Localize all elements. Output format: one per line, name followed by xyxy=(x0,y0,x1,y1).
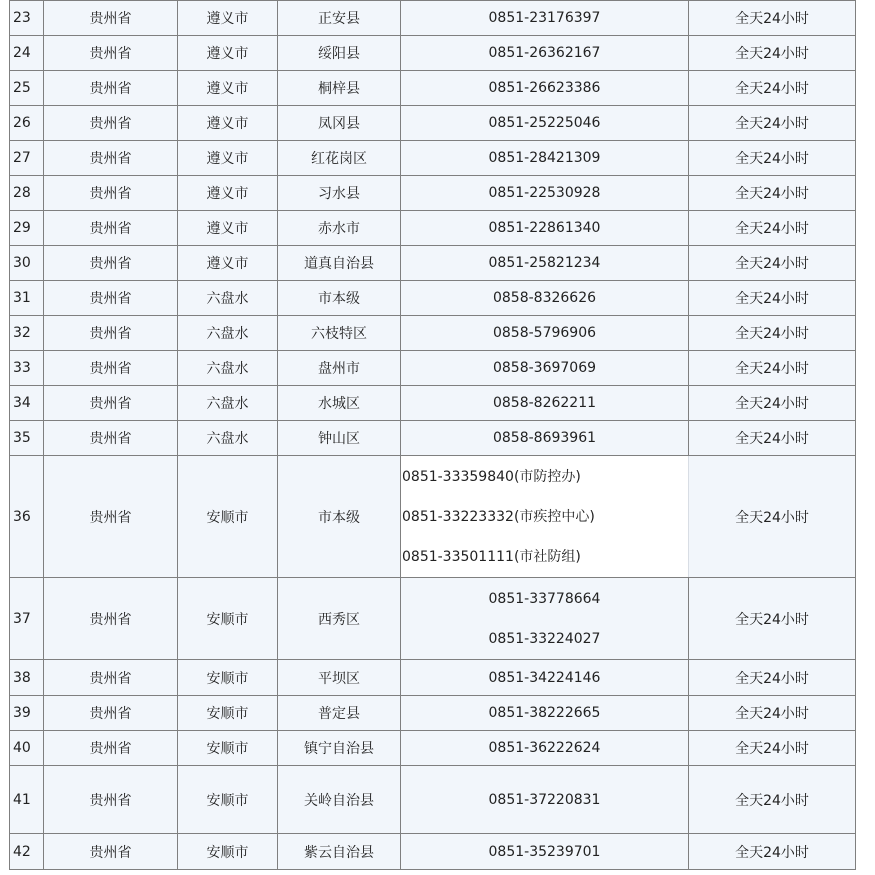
hours-cell: 全天24小时 xyxy=(689,141,856,176)
hours-cell: 全天24小时 xyxy=(689,71,856,106)
city-cell: 安顺市 xyxy=(178,834,278,870)
district-cell: 普定县 xyxy=(278,696,401,731)
row-number-cell: 23 xyxy=(10,1,44,36)
province-cell: 贵州省 xyxy=(44,141,178,176)
province-cell: 贵州省 xyxy=(44,386,178,421)
city-cell: 遵义市 xyxy=(178,176,278,211)
province-cell: 贵州省 xyxy=(44,211,178,246)
row-number-cell: 32 xyxy=(10,316,44,351)
phone-cell: 0851-36222624 xyxy=(401,731,689,766)
table-row xyxy=(10,660,856,696)
phone-cell: 0851-38222665 xyxy=(401,696,689,731)
district-cell: 市本级 xyxy=(278,456,401,578)
row-number-cell: 41 xyxy=(10,766,44,834)
phone-number: 0851-33223332(市疾控中心) xyxy=(402,508,595,525)
phone-cell: 0851-28421309 xyxy=(401,141,689,176)
city-cell: 安顺市 xyxy=(178,660,278,696)
district-cell: 西秀区 xyxy=(278,578,401,660)
row-number-cell: 24 xyxy=(10,36,44,71)
phone-cell: 0858-8262211 xyxy=(401,386,689,421)
table-row xyxy=(10,316,856,351)
hours-cell: 全天24小时 xyxy=(689,696,856,731)
phone-cell: 0851-22530928 xyxy=(401,176,689,211)
row-number-cell: 39 xyxy=(10,696,44,731)
province-cell: 贵州省 xyxy=(44,106,178,141)
province-cell: 贵州省 xyxy=(44,1,178,36)
district-cell: 绥阳县 xyxy=(278,36,401,71)
district-cell: 钟山区 xyxy=(278,421,401,456)
phone-number: 0851-33359840(市防控办) xyxy=(402,468,581,485)
table-row xyxy=(10,36,856,71)
row-number-cell: 38 xyxy=(10,660,44,696)
city-cell: 遵义市 xyxy=(178,36,278,71)
hours-cell: 全天24小时 xyxy=(689,211,856,246)
table-row xyxy=(10,766,856,834)
row-number-cell: 33 xyxy=(10,351,44,386)
province-cell: 贵州省 xyxy=(44,421,178,456)
row-number-cell: 34 xyxy=(10,386,44,421)
table-row xyxy=(10,141,856,176)
row-number-cell: 30 xyxy=(10,246,44,281)
district-cell: 六枝特区 xyxy=(278,316,401,351)
hours-cell: 全天24小时 xyxy=(689,660,856,696)
phone-cell: 0851-22861340 xyxy=(401,211,689,246)
phone-cell xyxy=(401,578,689,660)
table-row xyxy=(10,281,856,316)
province-cell: 贵州省 xyxy=(44,834,178,870)
table-row xyxy=(10,351,856,386)
row-number-cell: 35 xyxy=(10,421,44,456)
phone-cell: 0858-8693961 xyxy=(401,421,689,456)
row-number-cell: 27 xyxy=(10,141,44,176)
table-row xyxy=(10,421,856,456)
province-cell: 贵州省 xyxy=(44,36,178,71)
phone-number: 0851-33501111(市社防组) xyxy=(402,548,581,565)
province-cell: 贵州省 xyxy=(44,316,178,351)
row-number-cell: 31 xyxy=(10,281,44,316)
province-cell: 贵州省 xyxy=(44,246,178,281)
hours-cell: 全天24小时 xyxy=(689,106,856,141)
district-cell: 平坝区 xyxy=(278,660,401,696)
row-number-cell: 40 xyxy=(10,731,44,766)
province-cell: 贵州省 xyxy=(44,456,178,578)
city-cell: 安顺市 xyxy=(178,456,278,578)
table-row xyxy=(10,176,856,211)
table-row xyxy=(10,834,856,870)
table-row xyxy=(10,386,856,421)
phone-cell: 0858-8326626 xyxy=(401,281,689,316)
district-cell: 水城区 xyxy=(278,386,401,421)
province-cell: 贵州省 xyxy=(44,660,178,696)
phone-cell xyxy=(401,456,689,578)
district-cell: 紫云自治县 xyxy=(278,834,401,870)
hours-cell: 全天24小时 xyxy=(689,456,856,578)
phone-cell: 0851-37220831 xyxy=(401,766,689,834)
table-row xyxy=(10,1,856,36)
city-cell: 遵义市 xyxy=(178,141,278,176)
table-row xyxy=(10,578,856,660)
row-number-cell: 29 xyxy=(10,211,44,246)
hours-cell: 全天24小时 xyxy=(689,351,856,386)
city-cell: 安顺市 xyxy=(178,766,278,834)
district-cell: 赤水市 xyxy=(278,211,401,246)
hours-cell: 全天24小时 xyxy=(689,281,856,316)
district-cell: 桐梓县 xyxy=(278,71,401,106)
city-cell: 六盘水 xyxy=(178,386,278,421)
table-row xyxy=(10,71,856,106)
table-row xyxy=(10,731,856,766)
city-cell: 安顺市 xyxy=(178,731,278,766)
row-number-cell: 28 xyxy=(10,176,44,211)
district-cell: 习水县 xyxy=(278,176,401,211)
hours-cell: 全天24小时 xyxy=(689,386,856,421)
row-number-cell: 36 xyxy=(10,456,44,578)
table-row xyxy=(10,106,856,141)
hours-cell: 全天24小时 xyxy=(689,36,856,71)
hotline-table xyxy=(9,0,856,870)
province-cell: 贵州省 xyxy=(44,578,178,660)
district-cell: 关岭自治县 xyxy=(278,766,401,834)
district-cell: 正安县 xyxy=(278,1,401,36)
phone-cell: 0851-34224146 xyxy=(401,660,689,696)
row-number-cell: 37 xyxy=(10,578,44,660)
city-cell: 安顺市 xyxy=(178,578,278,660)
phone-cell: 0851-25225046 xyxy=(401,106,689,141)
district-cell: 红花岗区 xyxy=(278,141,401,176)
hours-cell: 全天24小时 xyxy=(689,176,856,211)
hours-cell: 全天24小时 xyxy=(689,766,856,834)
table-row xyxy=(10,246,856,281)
row-number-cell: 25 xyxy=(10,71,44,106)
phone-cell: 0858-3697069 xyxy=(401,351,689,386)
phone-cell: 0851-23176397 xyxy=(401,1,689,36)
table-row xyxy=(10,696,856,731)
hours-cell: 全天24小时 xyxy=(689,246,856,281)
province-cell: 贵州省 xyxy=(44,71,178,106)
hours-cell: 全天24小时 xyxy=(689,578,856,660)
row-number-cell: 42 xyxy=(10,834,44,870)
city-cell: 六盘水 xyxy=(178,351,278,386)
phone-cell: 0858-5796906 xyxy=(401,316,689,351)
district-cell: 凤冈县 xyxy=(278,106,401,141)
city-cell: 六盘水 xyxy=(178,421,278,456)
phone-number: 0851-33778664 xyxy=(488,590,601,607)
hours-cell: 全天24小时 xyxy=(689,731,856,766)
phone-cell: 0851-35239701 xyxy=(401,834,689,870)
phone-cell: 0851-26362167 xyxy=(401,36,689,71)
city-cell: 遵义市 xyxy=(178,106,278,141)
row-number-cell: 26 xyxy=(10,106,44,141)
city-cell: 遵义市 xyxy=(178,1,278,36)
table-row xyxy=(10,456,856,578)
province-cell: 贵州省 xyxy=(44,731,178,766)
city-cell: 遵义市 xyxy=(178,211,278,246)
district-cell: 道真自治县 xyxy=(278,246,401,281)
hours-cell: 全天24小时 xyxy=(689,1,856,36)
phone-cell: 0851-26623386 xyxy=(401,71,689,106)
district-cell: 镇宁自治县 xyxy=(278,731,401,766)
city-cell: 六盘水 xyxy=(178,316,278,351)
hours-cell: 全天24小时 xyxy=(689,316,856,351)
table-row xyxy=(10,211,856,246)
province-cell: 贵州省 xyxy=(44,351,178,386)
hours-cell: 全天24小时 xyxy=(689,421,856,456)
district-cell: 盘州市 xyxy=(278,351,401,386)
province-cell: 贵州省 xyxy=(44,696,178,731)
city-cell: 遵义市 xyxy=(178,246,278,281)
phone-number: 0851-33224027 xyxy=(488,630,601,647)
hotline-table-container xyxy=(9,0,855,870)
province-cell: 贵州省 xyxy=(44,766,178,834)
province-cell: 贵州省 xyxy=(44,176,178,211)
hours-cell: 全天24小时 xyxy=(689,834,856,870)
city-cell: 安顺市 xyxy=(178,696,278,731)
city-cell: 遵义市 xyxy=(178,71,278,106)
city-cell: 六盘水 xyxy=(178,281,278,316)
district-cell: 市本级 xyxy=(278,281,401,316)
province-cell: 贵州省 xyxy=(44,281,178,316)
phone-cell: 0851-25821234 xyxy=(401,246,689,281)
table-body xyxy=(10,1,856,870)
